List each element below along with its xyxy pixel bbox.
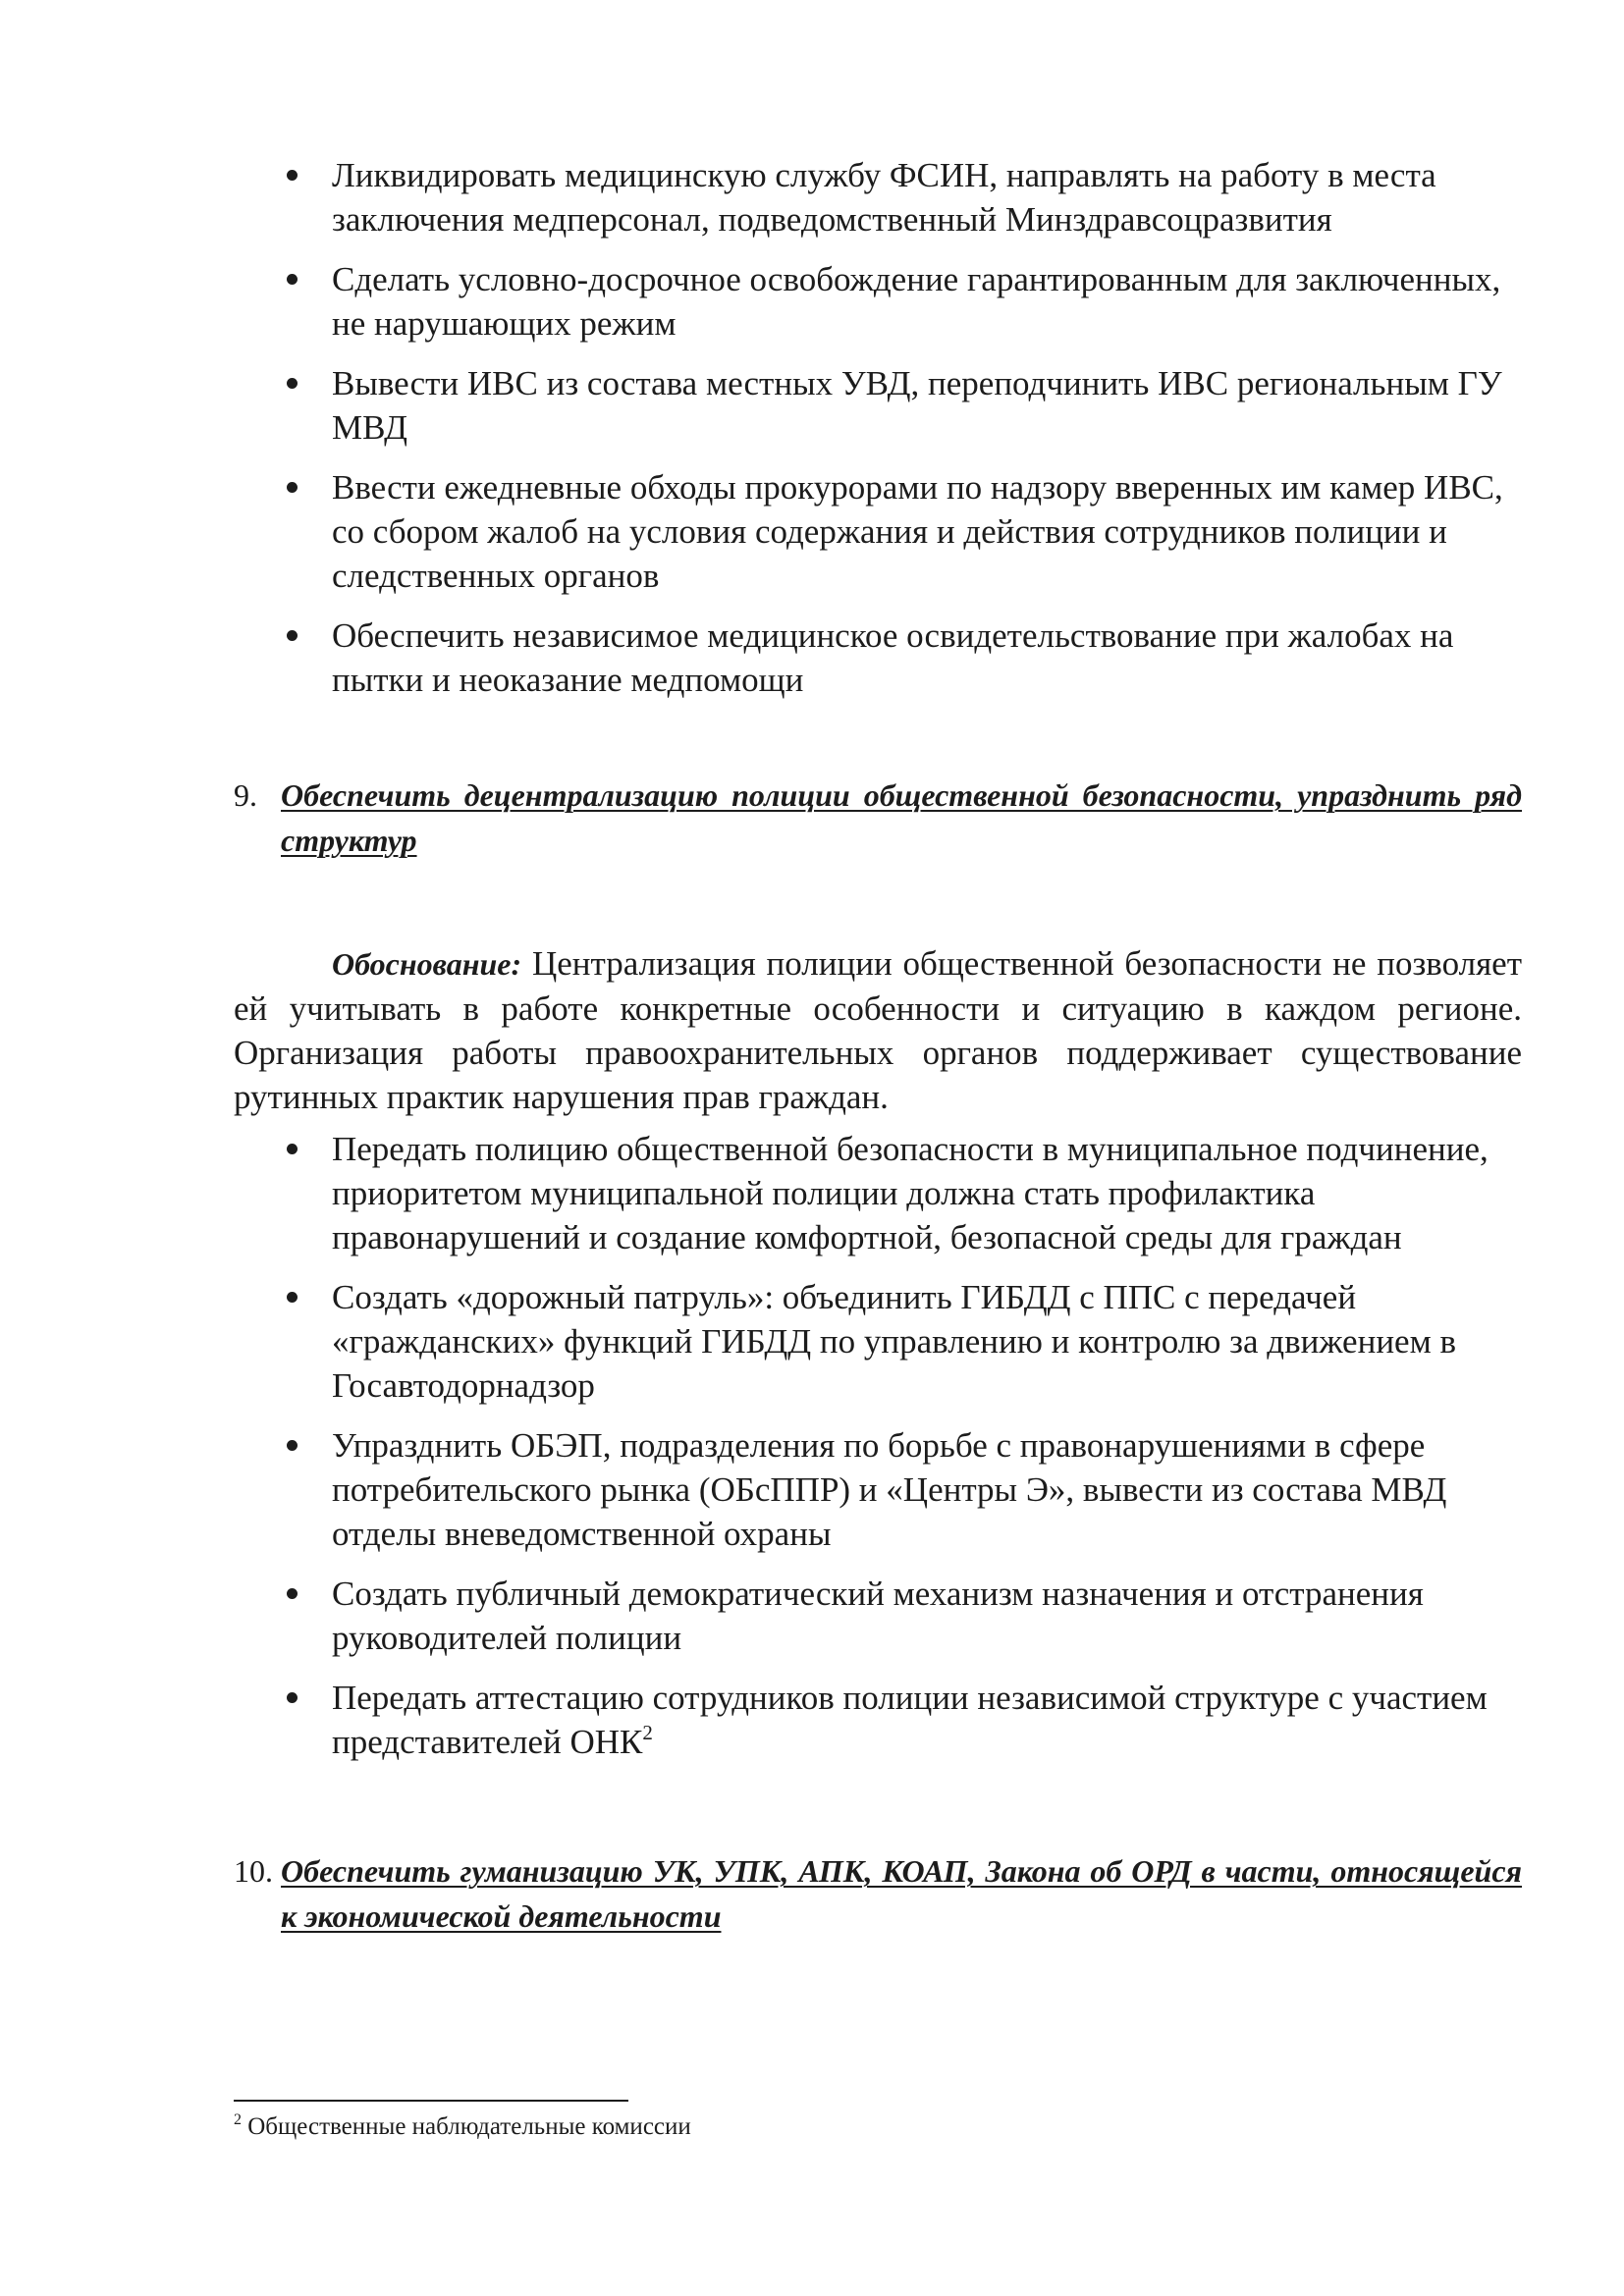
bullet-icon <box>287 482 298 493</box>
list-item <box>332 1127 1522 1259</box>
list-item-text: Ввести ежедневные обходы прокурорами по надзору вверенных им камер ИВС, со сбором жалоб на условия содержания и действия сотрудников полиции и следственных органов <box>332 468 1503 595</box>
footnote <box>234 2111 691 2143</box>
list-item-text: Создать «дорожный патруль»: объединить ГИБДД с ППС с передачей «гражданских» функций ГИБДД по управлению и контролю за движением в Госавтодорнадзор <box>332 1278 1457 1405</box>
bullet-list-top <box>234 153 1522 702</box>
list-item-text: Передать аттестацию сотрудников полиции независимой структуре с участием представителей ОНК <box>332 1679 1488 1761</box>
page-content <box>234 153 1522 1939</box>
footnote-text: Общественные наблюдательные комиссии <box>247 2113 691 2140</box>
list-item-text: Сделать условно-досрочное освобождение гарантированным для заключенных, не нарушающих режим <box>332 260 1501 343</box>
section-10-heading <box>234 1848 1522 1939</box>
bullet-list-section-9 <box>234 1127 1522 1764</box>
list-item <box>332 1676 1522 1764</box>
list-item-text: Передать полицию общественной безопасности в муниципальное подчинение, приоритетом муниципальной полиции должна стать профилактика правонарушений и создание комфортной, безопасной среды для граждан <box>332 1130 1489 1256</box>
footnote-mark: 2 <box>234 2111 242 2128</box>
list-item-text: Ликвидировать медицинскую службу ФСИН, направлять на работу в места заключения медперсонал, подведомственный Минздравсоцразвития <box>332 156 1436 239</box>
section-9-heading <box>234 773 1522 863</box>
list-item <box>332 1275 1522 1408</box>
bullet-icon <box>287 1588 298 1599</box>
list-item-text: Упразднить ОБЭП, подразделения по борьбе с правонарушениями в сфере потребительского рынка (ОБсППР) и «Центры Э», вывести из состава МВД отделы вневедомственной охраны <box>332 1426 1447 1553</box>
list-item <box>332 465 1522 598</box>
list-item <box>332 1572 1522 1660</box>
bullet-icon <box>287 1292 298 1303</box>
footnote-separator <box>234 2100 628 2102</box>
list-item <box>332 361 1522 450</box>
bullet-icon <box>287 630 298 641</box>
bullet-icon <box>287 274 298 285</box>
section-9-rationale <box>234 941 1522 1119</box>
section-10-title: Обеспечить гуманизацию УК, УПК, АПК, КОАП, Закона об ОРД в части, относящейся к экономической деятельности <box>281 1853 1522 1934</box>
list-item <box>332 257 1522 346</box>
bullet-icon <box>287 1144 298 1154</box>
bullet-icon <box>287 1692 298 1703</box>
section-9-number: 9. <box>234 777 257 813</box>
list-item-text: Обеспечить независимое медицинское освидетельствование при жалобах на пытки и неоказание медпомощи <box>332 616 1454 699</box>
bullet-icon <box>287 1440 298 1451</box>
list-item-text: Создать публичный демократический механизм назначения и отстранения руководителей полиции <box>332 1575 1424 1657</box>
section-10-number: 10. <box>234 1853 273 1889</box>
rationale-text: Централизация полиции общественной безопасности не позволяет ей учитывать в работе конкретные особенности и ситуацию в каждом регионе. Организация работы правоохранительных органов поддерживает существование рутинных практик нарушения прав граждан. <box>234 944 1523 1116</box>
list-item-text: Вывести ИВС из состава местных УВД, переподчинить ИВС региональным ГУ МВД <box>332 364 1502 447</box>
bullet-icon <box>287 170 298 181</box>
list-item <box>332 614 1522 702</box>
bullet-icon <box>287 378 298 389</box>
list-item <box>332 1423 1522 1556</box>
section-9-title: Обеспечить децентрализацию полиции общественной безопасности, упразднить ряд структур <box>281 777 1522 858</box>
footnote-reference: 2 <box>642 1721 653 1744</box>
rationale-label: Обоснование: <box>332 946 522 982</box>
list-item <box>332 153 1522 241</box>
